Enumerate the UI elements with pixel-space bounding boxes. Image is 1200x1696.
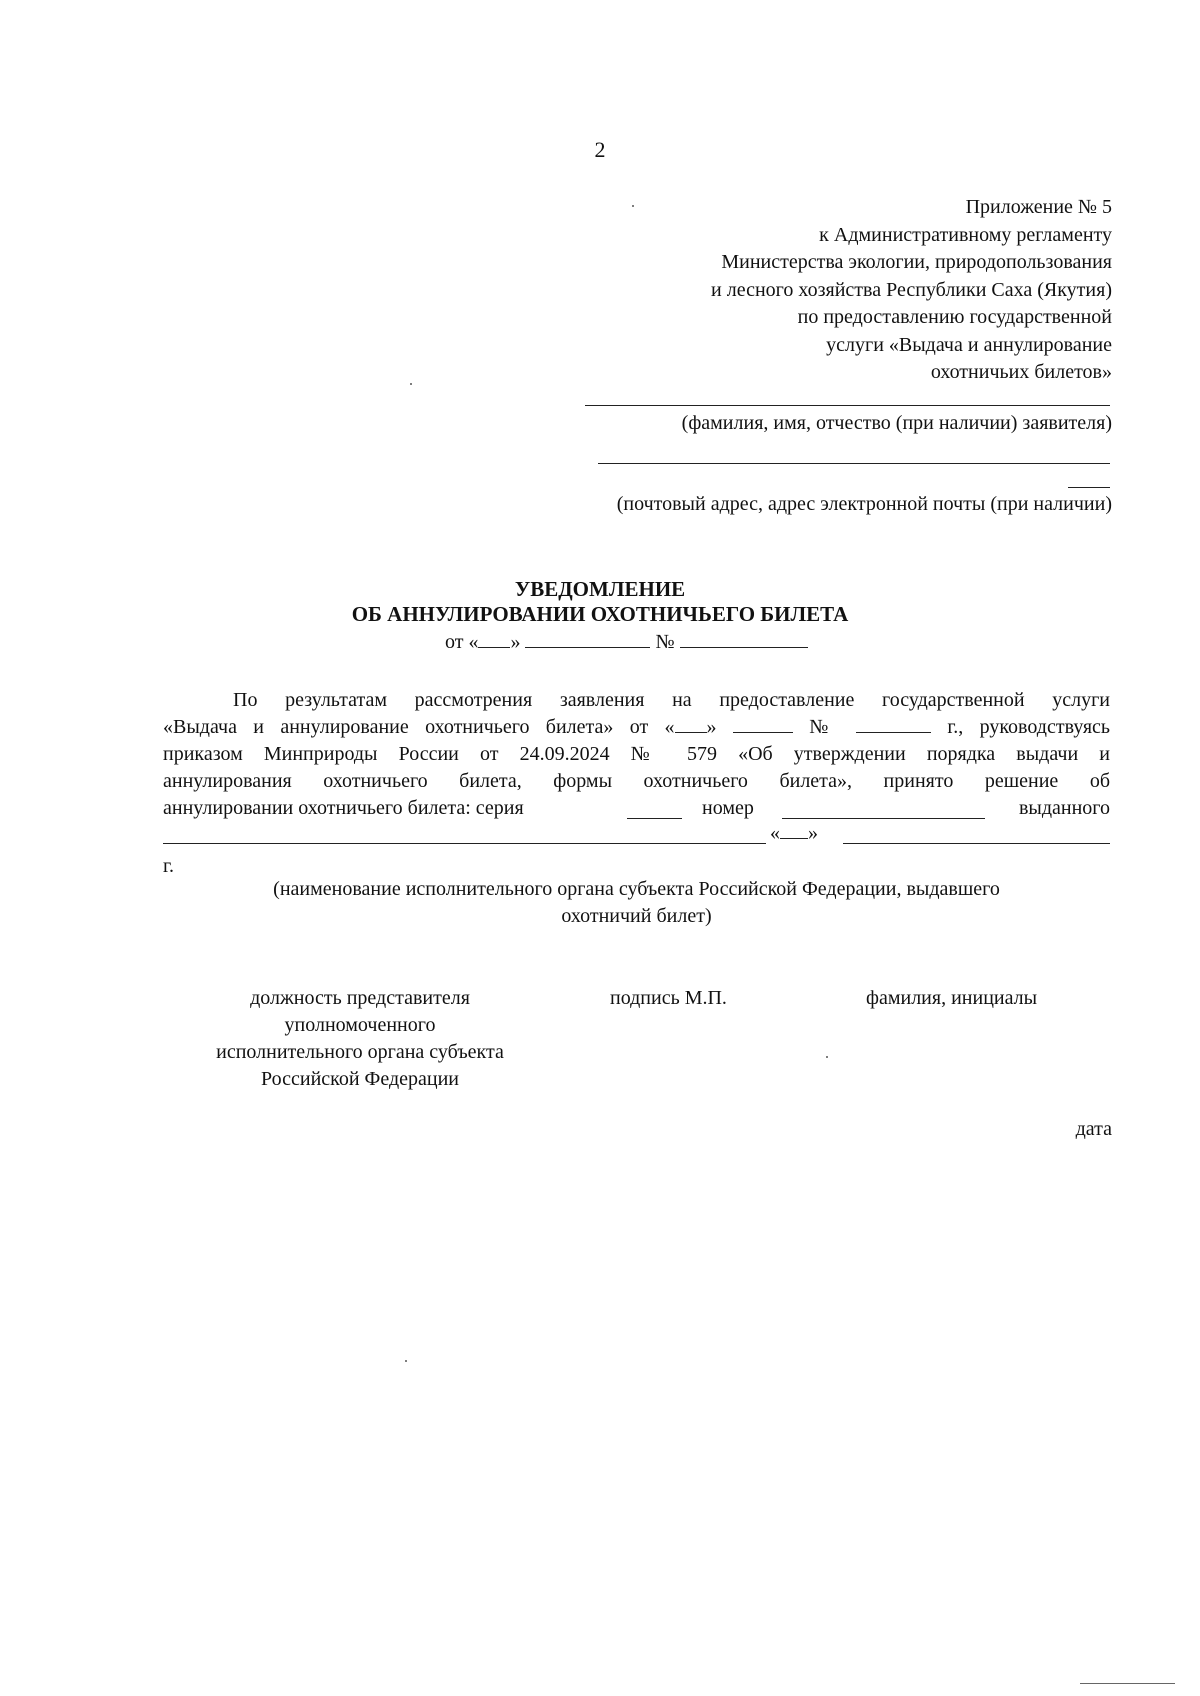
document-subtitle: ОБ АННУЛИРОВАНИИ ОХОТНИЧЬЕГО БИЛЕТА (351, 602, 849, 626)
applicant-name-caption: (фамилия, имя, отчество (при наличии) заявителя) (681, 412, 1112, 434)
applicant-address-line (598, 463, 1110, 464)
authority-caption: (наименование исполнительного органа субъекта Российской Федерации, выдавшего (273, 878, 1000, 900)
day-blank (675, 714, 707, 733)
signature-label: подпись М.П. (610, 987, 727, 1009)
number-label: номер (702, 797, 754, 819)
issue-date: « » (770, 822, 818, 844)
number-blank (856, 714, 931, 733)
applicant-name-line (585, 405, 1110, 406)
date-mid: » (510, 631, 521, 653)
scan-speck (410, 383, 412, 385)
annex-line: Приложение № 5 (965, 196, 1112, 218)
body-line-2: «Выдача и аннулирование охотничьего билета» от « » № г., руководствуясь (163, 716, 1111, 738)
day-blank (478, 629, 510, 648)
date-label: дата (1075, 1118, 1112, 1140)
annex-line: Министерства экологии, природопользования (721, 251, 1112, 273)
annex-line: и лесного хозяйства Республики Саха (Якутия) (711, 278, 1112, 301)
body-line: По результатам рассмотрения заявления на предоставление государственной услуги (233, 689, 1110, 711)
applicant-address-line-short (1068, 487, 1110, 488)
number-sign: № (655, 631, 675, 653)
scan-speck (826, 1056, 828, 1058)
body-line-5: аннулировании охотничьего билета: серия (163, 797, 524, 819)
authority-blank (163, 843, 766, 844)
date-prefix: от « (445, 631, 479, 653)
series-blank (627, 818, 682, 819)
month-year-blank (525, 629, 650, 648)
position-label: должность представителя уполномоченного исполнительного органа субъекта Российской Федерации (216, 987, 504, 1090)
issue-date-blank (843, 843, 1110, 844)
annex-block (552, 194, 1112, 387)
annex-line: услуги «Выдача и аннулирование (826, 333, 1112, 356)
name-initials-label: фамилия, инициалы (866, 987, 1038, 1009)
scan-speck (405, 1360, 407, 1362)
scan-edge-mark (1080, 1683, 1175, 1684)
issued-label: выданного (1018, 797, 1110, 819)
annex-line: охотничьих билетов» (930, 361, 1112, 383)
document-title: УВЕДОМЛЕНИЕ (514, 577, 686, 601)
authority-caption-2: охотничий билет) (561, 905, 712, 927)
page-number: 2 (594, 137, 606, 162)
title-date-number (445, 629, 808, 656)
applicant-address-caption: (почтовый адрес, адрес электронной почты (при наличии) (616, 493, 1112, 515)
month-blank (733, 714, 793, 733)
annex-line: к Административному регламенту (819, 223, 1112, 246)
body-line: аннулирования охотничьего билета, формы охотничьего билета», принято решение об (163, 770, 1110, 792)
ticket-number-blank (782, 818, 985, 819)
day-blank (780, 820, 808, 839)
scan-speck (632, 205, 634, 207)
year-suffix: г. (163, 855, 174, 877)
number-blank (680, 629, 808, 648)
body-line: приказом Минприроды России от 24.09.2024 № 579 «Об утверждении порядка выдачи и (163, 743, 1110, 765)
annex-line: по предоставлению государственной (797, 306, 1112, 328)
